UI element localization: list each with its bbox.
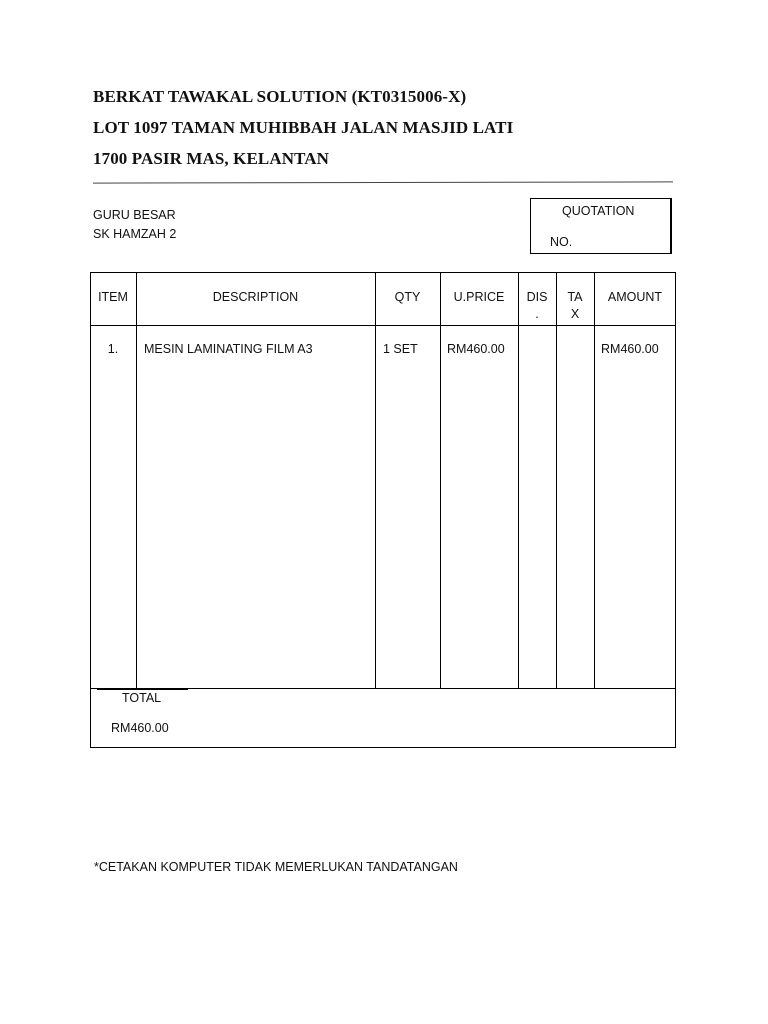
column-divider [375, 272, 376, 689]
header-tax-line1: TA [567, 290, 583, 304]
column-divider [518, 272, 519, 689]
row-qty: 1 SET [383, 342, 418, 356]
total-value: RM460.00 [111, 721, 169, 735]
header-dis-line1: DIS [526, 290, 548, 304]
header-tax-line2: X [570, 307, 580, 321]
quotation-no-label: NO. [550, 235, 573, 249]
total-label: TOTAL [122, 691, 162, 705]
company-address-line2: 1700 PASIR MAS, KELANTAN [93, 149, 330, 168]
header-dis-line2: . [535, 307, 539, 321]
row-description: MESIN LAMINATING FILM A3 [144, 342, 313, 356]
header-divider [93, 181, 673, 183]
column-divider [594, 272, 595, 689]
recipient-line1: GURU BESAR [93, 208, 176, 222]
header-qty: QTY [394, 290, 421, 304]
total-underline [97, 689, 188, 690]
header-uprice: U.PRICE [453, 290, 505, 304]
row-uprice: RM460.00 [447, 342, 505, 356]
header-description: DESCRIPTION [212, 290, 299, 304]
footer-note: *CETAKAN KOMPUTER TIDAK MEMERLUKAN TANDATANGAN [94, 860, 458, 874]
header-amount: AMOUNT [607, 290, 663, 304]
header-item: ITEM [98, 290, 128, 304]
row-amount: RM460.00 [601, 342, 659, 356]
row-item: 1. [107, 342, 119, 356]
column-divider [136, 272, 137, 689]
company-name: BERKAT TAWAKAL SOLUTION (KT0315006-X) [93, 87, 467, 106]
column-divider [556, 272, 557, 689]
recipient-line2: SK HAMZAH 2 [93, 227, 177, 241]
column-divider [440, 272, 441, 689]
company-address-line1: LOT 1097 TAMAN MUHIBBAH JALAN MASJID LATI [93, 118, 514, 137]
table-header-divider [90, 325, 676, 326]
quotation-title: QUOTATION [562, 204, 635, 218]
